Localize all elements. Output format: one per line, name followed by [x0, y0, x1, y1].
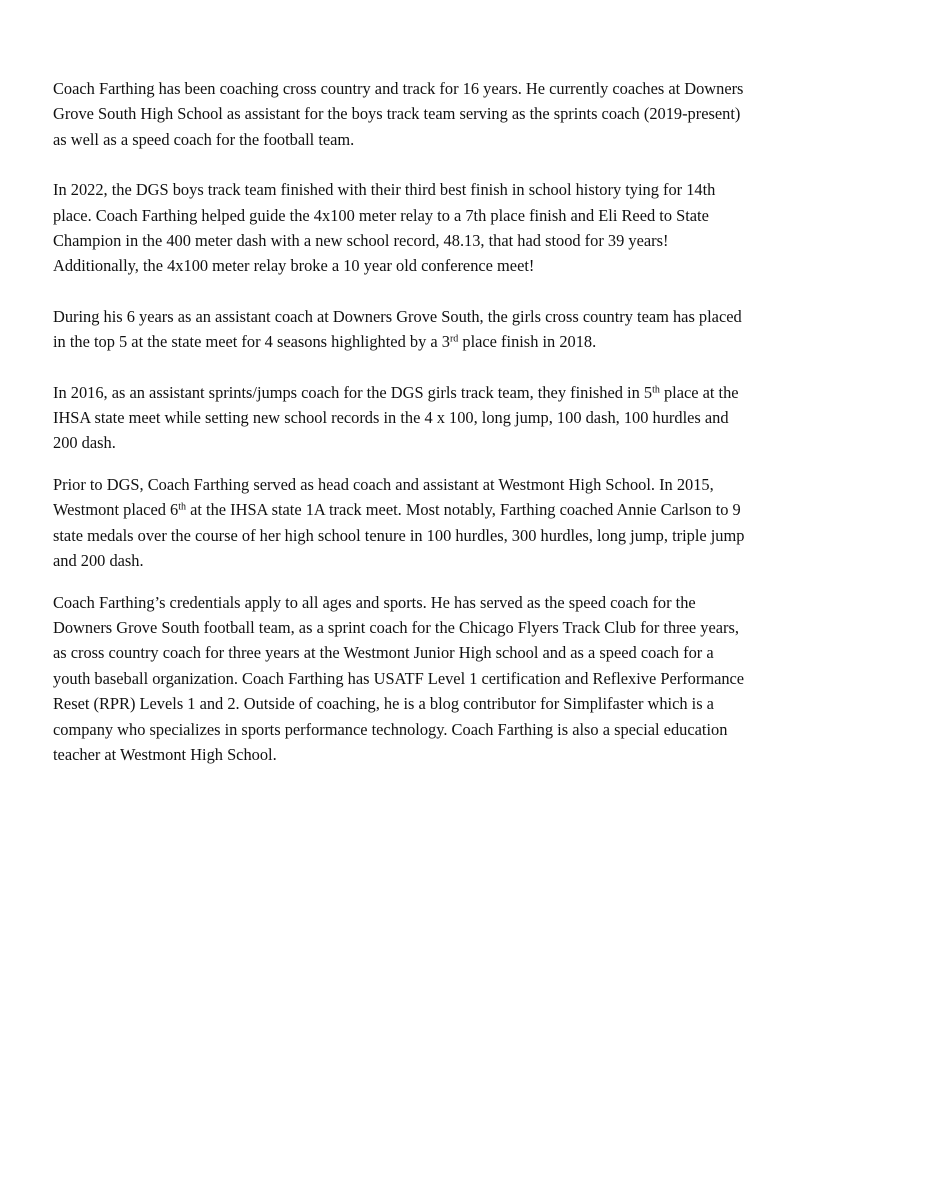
text-line: Downers Grove South football team, as a sprint coach for the Chicago Flyers Track Club for three years, [53, 617, 739, 637]
achievements-2022-paragraph [53, 177, 888, 279]
text-line: state medals over the course of her high school tenure in 100 hurdles, 300 hurdles, long jump, triple jump [53, 525, 745, 545]
text-line: In 2022, the DGS boys track team finished with their third best finish in school history tying for 14th [53, 180, 716, 200]
westmont-paragraph [53, 472, 888, 574]
ordinal-suffix: th [652, 384, 660, 396]
text-line: company who specializes in sports performance technology. Coach Farthing is also a special education [53, 719, 728, 739]
text-line: youth baseball organization. Coach Farthing has USATF Level 1 certification and Reflexive Performance [53, 668, 745, 688]
text-segment: Westmont placed 6 [53, 500, 179, 520]
text-line [53, 380, 888, 405]
text-line: place. Coach Farthing helped guide the 4x100 meter relay to a 7th place finish and Eli Reed to State [53, 205, 709, 225]
text-line: as well as a speed coach for the football team. [53, 129, 355, 149]
text-line: During his 6 years as an assistant coach at Downers Grove South, the girls cross country team has placed [53, 306, 742, 326]
credentials-paragraph [53, 590, 888, 768]
text-segment: place at the [659, 382, 739, 402]
text-line: 200 dash. [53, 433, 116, 453]
text-line: teacher at Westmont High School. [53, 744, 277, 764]
text-line: as cross country coach for three years at the Westmont Junior High school and as a speed coach for a [53, 643, 714, 663]
text-line: Coach Farthing has been coaching cross country and track for 16 years. He currently coaches at Downers [53, 79, 744, 98]
text-line: Additionally, the 4x100 meter relay broke a 10 year old conference meet! [53, 256, 535, 276]
girls-track-2016-paragraph [53, 380, 888, 456]
text-line: Champion in the 400 meter dash with a new school record, 48.13, that had stood for 39 years! [53, 231, 669, 251]
text-line: IHSA state meet while setting new school records in the 4 x 100, long jump, 100 dash, 100 hurdles and [53, 408, 729, 428]
text-segment: at the IHSA state 1A track meet. Most notably, Farthing coached Annie Carlson to 9 [186, 500, 741, 520]
intro-paragraph [53, 76, 888, 152]
text-line: Prior to DGS, Coach Farthing served as head coach and assistant at Westmont High School. In 2015, [53, 474, 714, 494]
text-segment: in the top 5 at the state meet for 4 seasons highlighted by a 3 [53, 332, 450, 352]
text-segment: In 2016, as an assistant sprints/jumps coach for the DGS girls track team, they finished in 5 [53, 382, 653, 402]
ordinal-suffix: rd [449, 333, 459, 345]
text-line: and 200 dash. [53, 551, 144, 571]
text-segment: place finish in 2018. [458, 332, 597, 352]
text-line: Grove South High School as assistant for the boys track team serving as the sprints coach (2019-present) [53, 104, 741, 124]
document-page [53, 76, 888, 767]
ordinal-suffix: th [178, 501, 186, 513]
cross-country-paragraph [53, 304, 888, 355]
text-line [53, 329, 888, 354]
text-line: Reset (RPR) Levels 1 and 2. Outside of coaching, he is a blog contributor for Simplifaster which is a [53, 694, 714, 714]
text-line: Coach Farthing’s credentials apply to all ages and sports. He has served as the speed coach for the [53, 592, 696, 612]
text-line [53, 497, 888, 522]
